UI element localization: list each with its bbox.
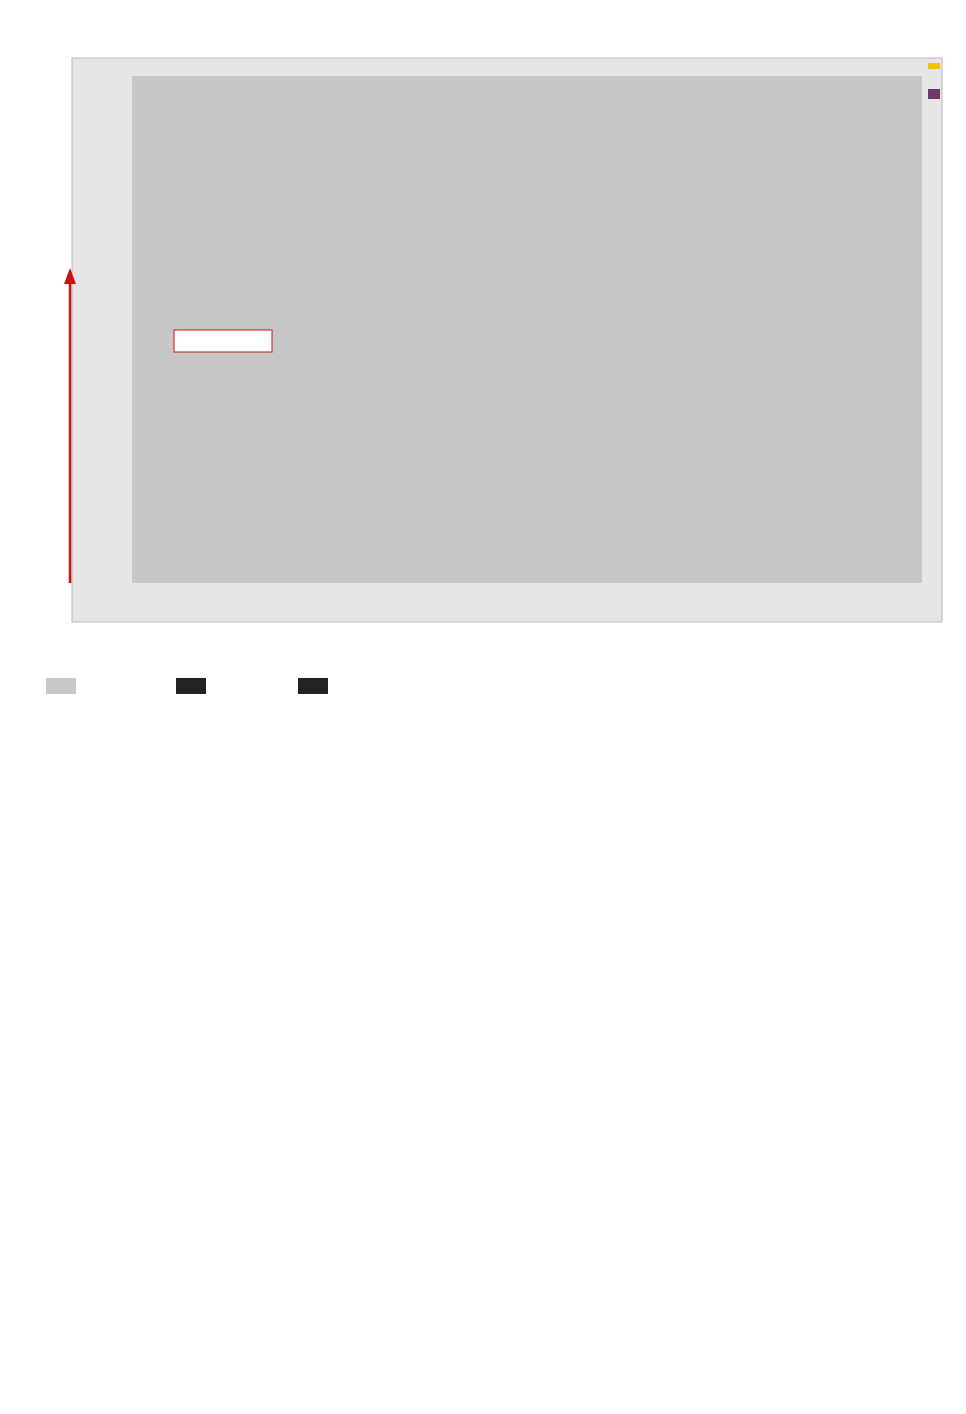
legend-pressure-swatch bbox=[46, 678, 76, 694]
section-heading bbox=[508, 777, 958, 807]
legend-rain-swatch bbox=[298, 678, 328, 694]
rain-label-box bbox=[174, 330, 272, 352]
water-swatch-icon bbox=[928, 89, 940, 99]
figure-1-chart bbox=[0, 0, 966, 700]
legend-water-swatch bbox=[176, 678, 206, 694]
pressure-swatch-icon bbox=[928, 63, 940, 69]
